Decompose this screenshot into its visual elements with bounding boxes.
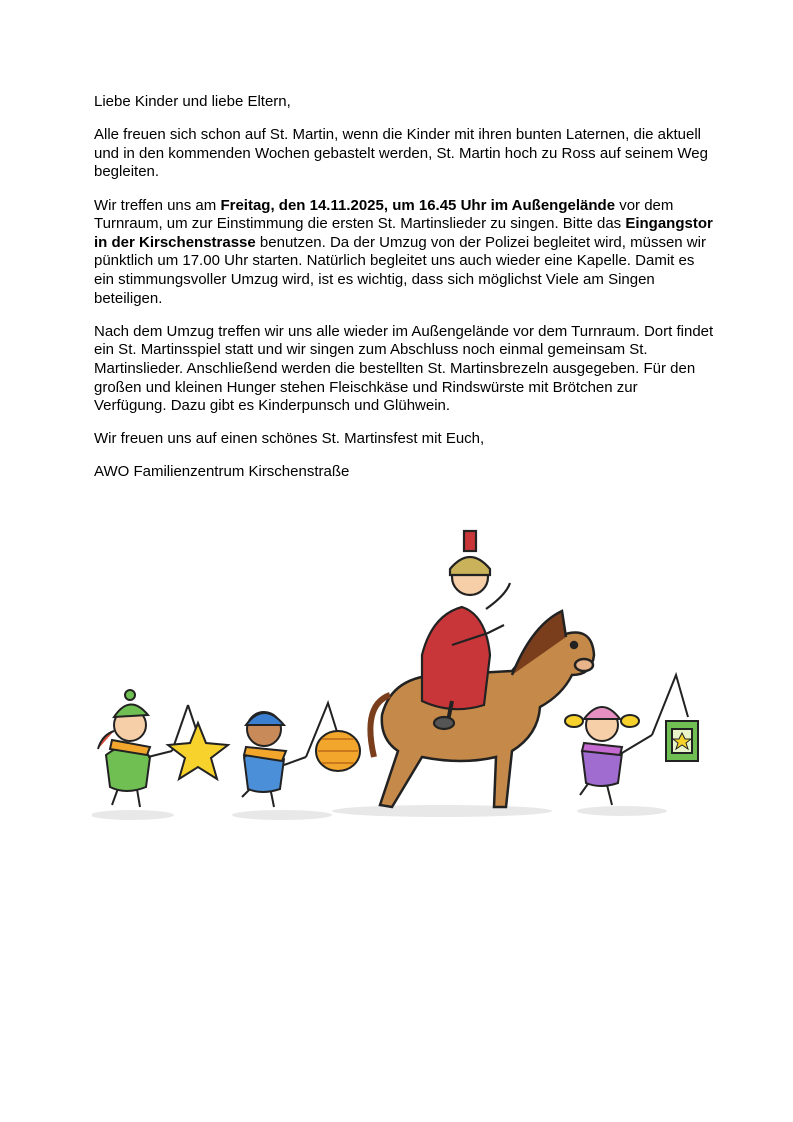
- meeting-date-time: Freitag, den 14.11.2025, um 16.45 Uhr im Außengelände: [220, 196, 616, 214]
- box-lantern: [652, 675, 698, 761]
- paragraph-intro: Alle freuen sich schon auf St. Martin, wenn die Kinder mit ihren bunten Laternen, die aktuell und in den kommenden Wochen gebastelt werden, St. Martin hoch zu Ross auf seinem Weg begleiten.: [94, 126, 708, 181]
- st-martin-parade-illustration: [92, 525, 702, 825]
- ground-shadow: [232, 810, 332, 820]
- child-pink: [565, 707, 652, 805]
- greeting: Liebe Kinder und liebe Eltern,: [94, 93, 291, 110]
- signature: AWO Familienzentrum Kirschenstraße: [94, 463, 350, 481]
- paragraph-after-parade: Nach dem Umzug treffen wir uns alle wieder im Außengelände vor dem Turnraum. Dort findet ein St. Martinsspiel statt und wir singen zum Abschluss noch einmal gemeinsam St. Martinslieder. Anschließend werden die bestellten St. Martinsbrezeln ausgegeben. Für den großen und kleinen Hunger stehen Fleischkäse und Rindswürste mit Brötchen zur Verfügung. Dazu gibt es Kinderpunsch und Glühwein.: [94, 322, 714, 415]
- closing: Wir freuen uns auf einen schönes St. Martinsfest mit Euch,: [94, 430, 485, 448]
- round-lantern: [306, 703, 360, 771]
- ground-shadow: [92, 810, 174, 820]
- meeting-text-c: benutzen. Da der Umzug von der Polizei begleitet wird, müssen wir pünktlich um 17.00 Uhr starten. Natürlich begleitet uns auch wieder eine Kapelle. Damit es ein stimmungsvoller Umzug wird, ist es wichtig, dass sich möglichst Viele am Singen beteiligen.: [94, 233, 706, 307]
- letter-text: [94, 93, 714, 497]
- paragraph-meeting: [94, 197, 714, 309]
- ground-shadow: [577, 806, 667, 816]
- entrance-gate: Eingangstor in der Kirschenstrasse: [94, 215, 713, 251]
- ground-shadow: [332, 805, 552, 817]
- star-lantern: [168, 705, 228, 779]
- child-green: [98, 690, 172, 807]
- meeting-text-a: Wir treffen uns am: [94, 196, 221, 214]
- child-blue: [242, 712, 306, 807]
- meeting-text-b: vor dem Turnraum, um zur Einstimmung die ersten St. Martinslieder zu singen. Bitte das: [94, 196, 674, 233]
